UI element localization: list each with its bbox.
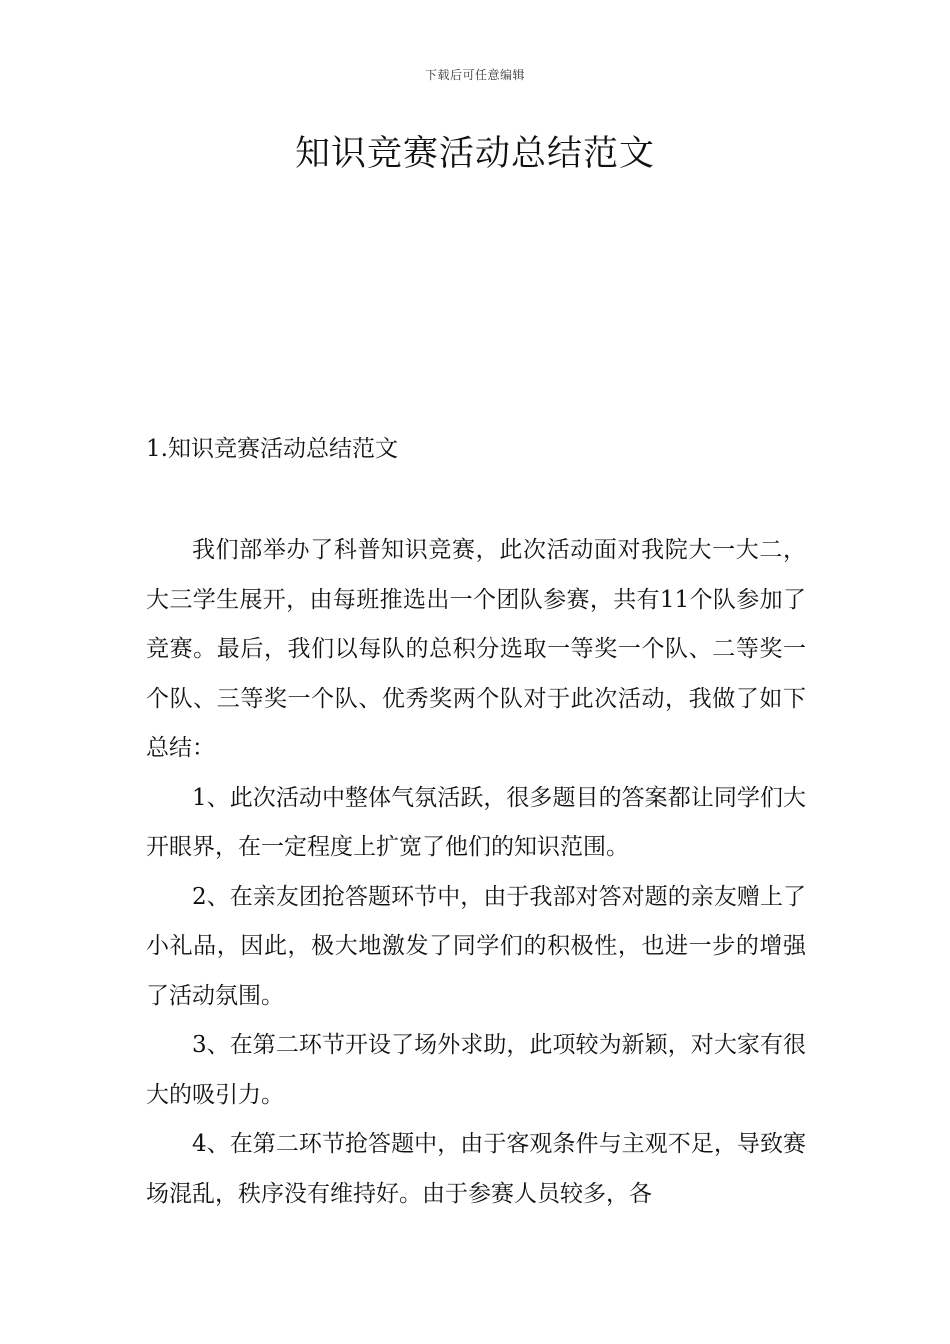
body-text [146,526,806,1219]
paragraph-point-2: 2、在亲友团抢答题环节中，由于我部对答对题的亲友赠上了小礼品，因此，极大地激发了同学们的积极性，也进一步的增强了活动氛围。 [146,883,806,1009]
document-title: 知识竞赛活动总结范文 [294,134,655,174]
paragraph-point-3: 3、在第二环节开设了场外求助，此项较为新颖，对大家有很大的吸引力。 [146,1032,806,1108]
paragraph-point-4: 4、在第二环节抢答题中，由于客观条件与主观不足，导致赛场混乱，秩序没有维持好。由于参赛人员较多，各 [146,1131,806,1207]
paragraph-intro: 我们部举办了科普知识竞赛，此次活动面对我院大一大二，大三学生展开，由每班推选出一个团队参赛，共有11个队参加了竞赛。最后，我们以每队的总积分选取一等奖一个队、二等奖一个队、三等奖一个队、优秀奖两个队对于此次活动，我做了如下总结： [146,537,806,761]
section-heading: 1.知识竞赛活动总结范文 [146,436,398,462]
paragraph-point-1: 1、此次活动中整体气氛活跃，很多题目的答案都让同学们大开眼界，在一定程度上扩宽了他们的知识范围。 [146,784,806,860]
header-note: 下载后可任意编辑 [424,68,525,82]
